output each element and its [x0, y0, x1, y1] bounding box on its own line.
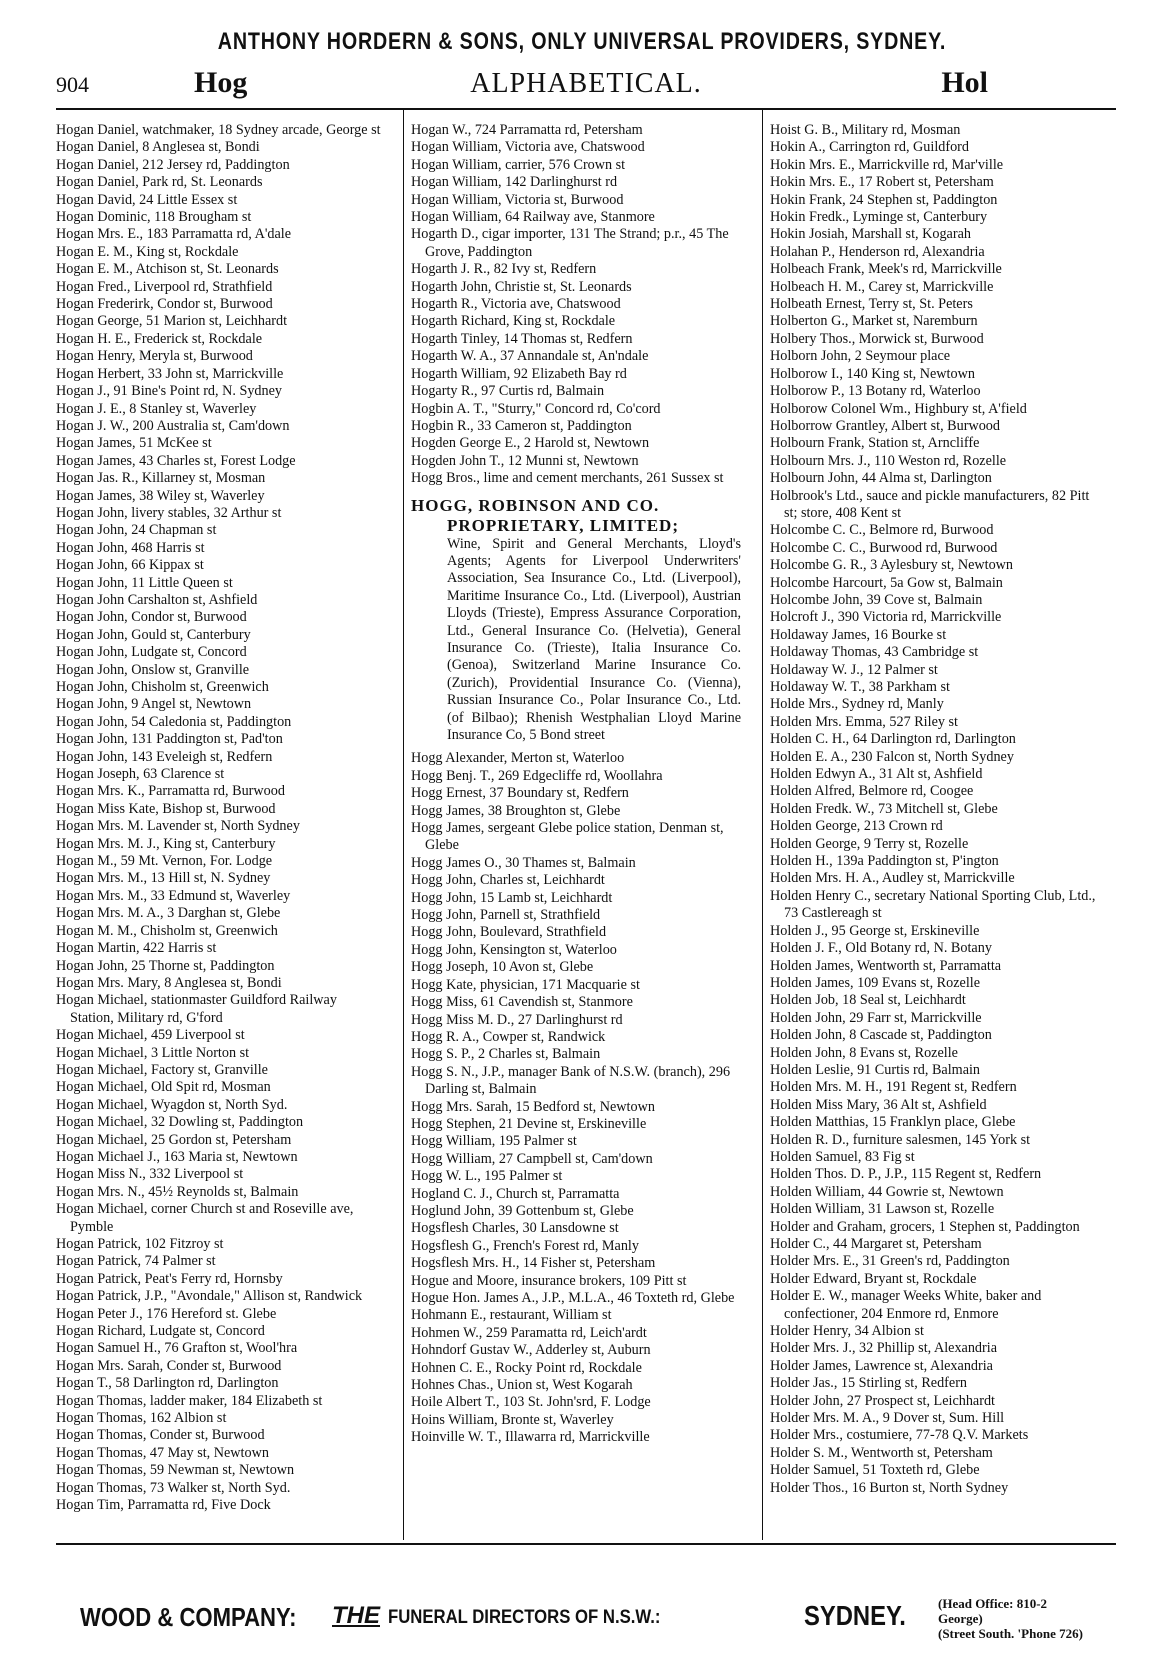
directory-entry: Hogan John, 66 Kippax st [56, 557, 204, 574]
directory-entry: Holden Edwyn A., 31 Alt st, Ashfield [770, 766, 983, 783]
advert-body: Wine, Spirit and General Merchants, Lloyd's Agents; Agents for Liverpool Underwriters' Association, Sea Insurance Co., Ltd. (Liverpool), Maritime Insurance Co., Ltd. (Liverpool), Austrian Lloyds (Trieste), Empress Assurance Corporation, Ltd., General Insurance Co. (Helvetia), General Insurance Co. (Trieste), Italia Insurance Co. (Genoa), Switzerland Marine Insurance Co. (Zurich), Providential Insurance Co. (Vienna), Russian Insurance Co., Polar Insurance Co., Ltd. (of Bilbao); Rhenish Westphalian Lloyd Marine Insurance Co, 5 Bond street [447, 535, 741, 743]
directory-entry: Hogan J., 91 Bine's Point rd, N. Sydney [56, 383, 283, 400]
directory-entry: Hogarth Tinley, 14 Thomas st, Redfern [411, 330, 633, 347]
directory-entry: Hogg James, 38 Broughton st, Glebe [411, 802, 621, 819]
directory-entry: Hogg William, 27 Campbell st, Cam'down [411, 1150, 653, 1167]
directory-entry: Holbrook's Ltd., sauce and pickle manufacturers, 82 Pitt st; store, 408 Kent st [770, 487, 1090, 521]
directory-entry: Hohmen W., 259 Paramatta rd, Leich'ardt [411, 1324, 647, 1341]
directory-entry: Holborow I., 140 King st, Newtown [770, 365, 975, 382]
directory-entry: Holden R. D., furniture salesmen, 145 York st [770, 1131, 1031, 1148]
column-2-entries-bottom [411, 750, 741, 1446]
directory-entry: Hogg Alexander, Merton st, Waterloo [411, 750, 625, 767]
directory-entry: Hohnes Chas., Union st, West Kogarah [411, 1377, 633, 1394]
directory-entry: Hogg John, Kensington st, Waterloo [411, 941, 617, 958]
directory-entry: Hogan T., 58 Darlington rd, Darlington [56, 1375, 279, 1392]
directory-entry: Holden Henry C., secretary National Sporting Club, Ltd., 73 Castlereagh st [770, 887, 1096, 922]
directory-entry: Hogan Michael J., 163 Maria st, Newtown [56, 1148, 298, 1165]
directory-entry: Holden Leslie, 91 Curtis rd, Balmain [770, 1061, 981, 1078]
directory-entry: Hogan Michael, corner Church st and Roseville ave, Pymble [56, 1201, 354, 1235]
directory-entry: Holden James, 109 Evans st, Rozelle [770, 974, 981, 991]
directory-entry: Holbourn John, 44 Alma st, Darlington [770, 470, 992, 487]
directory-entry: Hogan John, livery stables, 32 Arthur st [56, 504, 282, 521]
directory-entry: Hogan James, 51 McKee st [56, 435, 212, 452]
directory-entry: Hokin Josiah, Marshall st, Kogarah [770, 226, 971, 243]
directory-entry: Hogg James, sergeant Glebe police station, Denman st, Glebe [411, 820, 724, 854]
header-rule [56, 108, 1116, 110]
directory-entry: Hokin Mrs. E., 17 Robert st, Petersham [770, 174, 994, 191]
directory-entry: Hogan Samuel H., 76 Grafton st, Wool'hra [56, 1340, 298, 1357]
directory-entry: Hogue Hon. James A., J.P., M.L.A., 46 Toxteth rd, Glebe [411, 1290, 735, 1306]
directory-entry: Hogsflesh Charles, 30 Lansdowne st [411, 1220, 619, 1237]
guide-word-right: Hol [941, 66, 988, 99]
directory-entry: Hogan John Carshalton st, Ashfield [56, 591, 258, 608]
directory-entry: Hogan James, 43 Charles st, Forest Lodge [56, 452, 296, 469]
directory-entry: Hogan E. M., Atchison st, St. Leonards [56, 261, 279, 278]
directory-entry: Hogan H. E., Frederick st, Rockdale [56, 330, 263, 347]
directory-entry: Hogan John, 25 Thorne st, Paddington [56, 957, 275, 974]
directory-entry: Hogan Patrick, 102 Fitzroy st [56, 1236, 224, 1252]
directory-entry: Hogan Mrs. Sarah, Conder st, Burwood [56, 1357, 282, 1374]
guide-word-left: Hog [194, 66, 248, 99]
directory-entry: Hogsflesh G., French's Forest rd, Manly [411, 1237, 639, 1254]
directory-entry: Hogarth J. R., 82 Ivy st, Redfern [411, 261, 597, 278]
directory-entry: Hogan Mrs. M. J., King st, Canterbury [56, 835, 276, 852]
directory-entry: Hogan Michael, Factory st, Granville [56, 1061, 268, 1078]
directory-entry: Hohmann E., restaurant, William st [411, 1307, 612, 1324]
directory-entry: Hogan William, Victoria ave, Chatswood [411, 139, 645, 156]
directory-entry: Hogan Mrs. M., 33 Edmund st, Waverley [56, 887, 291, 904]
directory-entry: Holden James, Wentworth st, Parramatta [770, 957, 1002, 974]
directory-entry: Holder and Graham, grocers, 1 Stephen st, Paddington [770, 1218, 1080, 1235]
directory-entry: Holden Miss Mary, 36 Alt st, Ashfield [770, 1096, 987, 1113]
directory-entry: Holbourn Mrs. J., 110 Weston rd, Rozelle [770, 452, 1007, 469]
directory-entry: Holder Thos., 16 Burton st, North Sydney [770, 1479, 1009, 1496]
directory-entry: Hogan Thomas, ladder maker, 184 Elizabeth st [56, 1392, 323, 1409]
directory-entry: Holbeach Frank, Meek's rd, Marrickville [770, 261, 1002, 278]
directory-entry: Hogarty R., 97 Curtis rd, Balmain [411, 383, 605, 400]
directory-entry: Holden George, 9 Terry st, Rozelle [770, 835, 969, 852]
directory-entry: Holden Matthias, 15 Franklyn place, Glebe [770, 1114, 1016, 1131]
directory-entry: Holden Alfred, Belmore rd, Coogee [770, 783, 974, 800]
directory-entry: Hogan Richard, Ludgate st, Concord [56, 1323, 265, 1340]
directory-entry: Hogan John, 143 Eveleigh st, Redfern [56, 748, 273, 765]
section-title: ALPHABETICAL. [470, 68, 702, 99]
directory-entry: Holden Mrs. M. H., 191 Regent st, Redfern [770, 1079, 1017, 1096]
directory-entry: Holcombe John, 39 Cove st, Balmain [770, 591, 983, 608]
directory-entry: Holberton G., Market st, Naremburn [770, 313, 978, 330]
directory-entry: Holcombe C. C., Belmore rd, Burwood [770, 522, 994, 539]
directory-entry: Hogan Thomas, 59 Newman st, Newtown [56, 1462, 295, 1479]
directory-entry: Hohnen C. E., Rocky Point rd, Rockdale [411, 1359, 642, 1376]
directory-entry: Hogan J. W., 200 Australia st, Cam'down [56, 417, 290, 434]
footer-contact-line-2: (Street South. 'Phone 726) [938, 1626, 1083, 1641]
column-divider-2 [762, 110, 763, 1540]
advert-heading-1: HOGG, ROBINSON AND CO. [411, 495, 660, 515]
directory-entry: Holder Mrs. M. A., 9 Dover st, Sum. Hill [770, 1410, 1005, 1427]
column-2-entries-top [411, 122, 741, 488]
directory-entry: Hogan Miss N., 332 Liverpool st [56, 1166, 244, 1183]
directory-entry: Hogue and Moore, insurance brokers, 109 Pitt st [411, 1272, 687, 1289]
directory-entry: Holbeach H. M., Carey st, Marrickville [770, 278, 994, 295]
directory-entry: Holder Mrs., costumiere, 77-78 Q.V. Markets [770, 1427, 1029, 1444]
directory-entry: Hogan Thomas, 47 May st, Newtown [56, 1444, 269, 1461]
directory-entry: Hokin A., Carrington rd, Guildford [770, 139, 969, 156]
directory-entry: Hogan Daniel, 8 Anglesea st, Bondi [56, 139, 260, 156]
directory-entry: Holdaway Thomas, 43 Cambridge st [770, 644, 979, 661]
directory-entry: Hogan Mrs. E., 183 Parramatta rd, A'dale [56, 226, 292, 243]
directory-entry: Hoist G. B., Military rd, Mosman [770, 122, 961, 138]
directory-entry: Hogan Thomas, 73 Walker st, North Syd. [56, 1479, 291, 1496]
footer-advert [80, 1596, 1090, 1644]
directory-entry: Holden J., 95 George st, Erskineville [770, 922, 980, 939]
directory-entry: Hogan David, 24 Little Essex st [56, 191, 238, 208]
directory-entry: Holdaway W. J., 12 Palmer st [770, 661, 938, 678]
directory-entry: Hokin Fredk., Lyminge st, Canterbury [770, 209, 988, 226]
directory-entry: Holdaway James, 16 Bourke st [770, 626, 947, 643]
directory-entry: Hogan Michael, 32 Dowling st, Paddington [56, 1114, 304, 1131]
directory-entry: Holden William, 44 Gowrie st, Newtown [770, 1183, 1004, 1200]
directory-entry: Hogan William, Victoria st, Burwood [411, 191, 624, 208]
directory-entry: Hogan Henry, Meryla st, Burwood [56, 348, 253, 365]
directory-entry: Holbourn Frank, Station st, Arncliffe [770, 435, 980, 452]
directory-entry: Hogan Mrs. M., 13 Hill st, N. Sydney [56, 870, 271, 887]
directory-entry: Hogan J. E., 8 Stanley st, Waverley [56, 400, 257, 417]
directory-entry: Hogan Mrs. K., Parramatta rd, Burwood [56, 783, 285, 800]
directory-entry: Hogan John, 9 Angel st, Newtown [56, 696, 252, 713]
directory-entry: Holder Jas., 15 Stirling st, Redfern [770, 1375, 968, 1392]
directory-entry: Hogan Fred., Liverpool rd, Strathfield [56, 278, 273, 295]
directory-entry: Hogan George, 51 Marion st, Leichhardt [56, 313, 288, 330]
footer-the: THE [332, 1602, 380, 1629]
directory-entry: Hogan Patrick, 74 Palmer st [56, 1253, 216, 1270]
directory-entry: Hogan Daniel, Park rd, St. Leonards [56, 174, 263, 191]
directory-entry: Hogan W., 724 Parramatta rd, Petersham [411, 122, 643, 138]
directory-entry: Hogan William, 142 Darlinghurst rd [411, 174, 618, 191]
directory-entry: Hogarth D., cigar importer, 131 The Strand; p.r., 45 The Grove, Paddington [411, 226, 729, 260]
directory-entry: Hogbin R., 33 Cameron st, Paddington [411, 417, 632, 434]
directory-entry: Holder James, Lawrence st, Alexandria [770, 1357, 993, 1374]
top-banner-advert: ANTHONY HORDERN & SONS, ONLY UNIVERSAL PROVIDERS, SYDNEY. [217, 28, 947, 55]
directory-entry: Hogan Michael, 25 Gordon st, Petersham [56, 1131, 292, 1148]
directory-entry: Hogan Patrick, Peat's Ferry rd, Hornsby [56, 1270, 283, 1287]
directory-entry: Holden J. F., Old Botany rd, N. Botany [770, 940, 992, 957]
directory-entry: Holder Mrs. E., 31 Green's rd, Paddington [770, 1253, 1010, 1270]
directory-entry: Hogg Benj. T., 269 Edgecliffe rd, Woollahra [411, 767, 663, 784]
directory-entry: Hogg Joseph, 10 Avon st, Glebe [411, 959, 594, 976]
directory-entry: Hogarth R., Victoria ave, Chatswood [411, 296, 621, 313]
directory-entry: Hogan John, Onslow st, Granville [56, 661, 250, 678]
directory-entry: Hogland C. J., Church st, Parramatta [411, 1185, 620, 1202]
directory-entry: Holahan P., Henderson rd, Alexandria [770, 243, 985, 260]
directory-entry: Hogan Joseph, 63 Clarence st [56, 766, 225, 783]
footer-tagline: FUNERAL DIRECTORS OF N.S.W.: [388, 1607, 661, 1628]
directory-entry: Hogan E. M., King st, Rockdale [56, 243, 239, 260]
footer-contact [938, 1596, 1090, 1641]
directory-entry: Hogan Mrs. M. A., 3 Darghan st, Glebe [56, 905, 281, 922]
directory-entry: Holden John, 29 Farr st, Marrickville [770, 1009, 982, 1026]
footer-contact-line-1: (Head Office: 810-2 George) [938, 1596, 1048, 1626]
directory-entry: Hogan Mrs. N., 45½ Reynolds st, Balmain [56, 1183, 299, 1200]
directory-entry: Holden William, 31 Lawson st, Rozelle [770, 1201, 995, 1218]
directory-entry: Hoile Albert T., 103 St. John'srd, F. Lodge [411, 1394, 651, 1411]
directory-entry: Holder S. M., Wentworth st, Petersham [770, 1444, 993, 1461]
directory-entry: Hogarth William, 92 Elizabeth Bay rd [411, 365, 627, 382]
directory-entry: Holcombe G. R., 3 Aylesbury st, Newtown [770, 557, 1014, 574]
directory-entry: Hogan Dominic, 118 Brougham st [56, 209, 252, 226]
hogg-robinson-advert [411, 496, 741, 745]
directory-entry: Holdaway W. T., 38 Parkham st [770, 679, 950, 695]
directory-entry: Hogg John, Parnell st, Strathfield [411, 907, 601, 924]
directory-entry: Holden E. A., 230 Falcon st, North Sydney [770, 748, 1014, 765]
directory-entry: Hogden John T., 12 Munni st, Newtown [411, 452, 639, 469]
directory-entry: Holden George, 213 Crown rd [770, 818, 943, 835]
directory-entry: Hokin Mrs. E., Marrickville rd, Mar'ville [770, 156, 1004, 173]
directory-entry: Holden John, 8 Cascade st, Paddington [770, 1027, 992, 1044]
directory-entry: Hogg Mrs. Sarah, 15 Bedford st, Newtown [411, 1098, 655, 1115]
directory-entry: Hogan Tim, Parramatta rd, Five Dock [56, 1497, 271, 1514]
directory-entry: Hogan Patrick, J.P., "Avondale," Allison st, Randwick [56, 1288, 363, 1305]
directory-entry: Hogbin A. T., "Sturry," Concord rd, Co'cord [411, 400, 661, 417]
directory-entry: Hogan John, 24 Chapman st [56, 522, 217, 539]
directory-entry: Hogan Mrs. Mary, 8 Anglesea st, Bondi [56, 974, 282, 991]
directory-entry: Hoinville W. T., Illawarra rd, Marrickville [411, 1429, 650, 1446]
directory-entry: Hogan M. M., Chisholm st, Greenwich [56, 922, 278, 939]
directory-entry: Hogan John, 54 Caledonia st, Paddington [56, 713, 292, 730]
directory-entry: Hogg James O., 30 Thames st, Balmain [411, 854, 636, 871]
directory-entry: Holden Job, 18 Seal st, Leichhardt [770, 992, 966, 1009]
footer-rule [56, 1543, 1116, 1545]
directory-entry: Hogg R. A., Cowper st, Randwick [411, 1028, 606, 1045]
directory-entry: Hogg John, Boulevard, Strathfield [411, 924, 607, 941]
directory-entry: Hogan Michael, 3 Little Norton st [56, 1044, 250, 1061]
directory-entry: Holbery Thos., Morwick st, Burwood [770, 330, 984, 347]
directory-entry: Holborow Colonel Wm., Highbury st, A'field [770, 400, 1027, 417]
directory-entry: Hogan William, 64 Railway ave, Stanmore [411, 209, 655, 226]
directory-entry: Hogan John, 468 Harris st [56, 539, 205, 556]
directory-entry: Hogan Peter J., 176 Hereford st. Glebe [56, 1305, 277, 1322]
directory-entry: Hogan Thomas, 162 Albion st [56, 1410, 227, 1427]
directory-entry: Hogan Martin, 422 Harris st [56, 940, 217, 957]
directory-entry: Holden C. H., 64 Darlington rd, Darlington [770, 731, 1016, 748]
directory-entry: Hogan Thomas, Conder st, Burwood [56, 1427, 265, 1444]
directory-entry: Holder John, 27 Prospect st, Leichhardt [770, 1392, 995, 1409]
directory-entry: Hogan John, 131 Paddington st, Pad'ton [56, 731, 283, 748]
directory-entry: Holder C., 44 Margaret st, Petersham [770, 1236, 982, 1252]
directory-entry: Hogan William, carrier, 576 Crown st [411, 156, 626, 173]
directory-entry: Hogan John, Gould st, Canterbury [56, 626, 251, 643]
directory-entry: Hogg W. L., 195 Palmer st [411, 1168, 563, 1185]
column-3 [770, 122, 1105, 1497]
directory-entry: Hogg S. P., 2 Charles st, Balmain [411, 1046, 601, 1063]
directory-entry: Hogsflesh Mrs. H., 14 Fisher st, Petersham [411, 1255, 656, 1272]
directory-entry: Holder Samuel, 51 Toxteth rd, Glebe [770, 1462, 980, 1479]
directory-entry: Hogan John, Condor st, Burwood [56, 609, 247, 626]
directory-entry: Hogan Mrs. M. Lavender st, North Sydney [56, 818, 300, 835]
directory-entry: Hogg Miss, 61 Cavendish st, Stanmore [411, 994, 633, 1011]
directory-entry: Hogg John, Charles st, Leichhardt [411, 872, 605, 889]
directory-entry: Hogg Kate, physician, 171 Macquarie st [411, 976, 640, 993]
page-number: 904 [56, 72, 89, 97]
footer-company-name: WOOD & COMPANY: [80, 1602, 297, 1632]
directory-entry: Hogan Michael, 459 Liverpool st [56, 1027, 245, 1044]
directory-entry: Hogan Daniel, watchmaker, 18 Sydney arcade, George st [56, 122, 381, 138]
directory-entry: Hogan Frederirk, Condor st, Burwood [56, 296, 273, 313]
directory-entry: Holder Henry, 34 Albion st [770, 1323, 924, 1340]
directory-entry: Hogan Herbert, 33 John st, Marrickville [56, 365, 284, 382]
page-header [56, 66, 1116, 102]
directory-entry: Hogan John, Chisholm st, Greenwich [56, 679, 269, 695]
directory-entry: Holborrow Grantley, Albert st, Burwood [770, 417, 1000, 434]
directory-entry: Holborow P., 13 Botany rd, Waterloo [770, 383, 981, 400]
directory-entry: Hogg S. N., J.P., manager Bank of N.S.W. (branch), 296 Darling st, Balmain [411, 1063, 731, 1098]
directory-entry: Holden Mrs. Emma, 527 Riley st [770, 713, 958, 730]
directory-entry: Hogg Ernest, 37 Boundary st, Redfern [411, 785, 629, 802]
directory-entry: Holden Thos. D. P., J.P., 115 Regent st, Redfern [770, 1166, 1042, 1183]
directory-entry: Hogan James, 38 Wiley st, Waverley [56, 487, 265, 504]
directory-entry: Holder Mrs. J., 32 Phillip st, Alexandria [770, 1340, 997, 1357]
advert-heading-2: PROPRIETARY, LIMITED; [447, 515, 679, 535]
footer-city: SYDNEY. [804, 1600, 906, 1631]
directory-entry: Hogg William, 195 Palmer st [411, 1133, 577, 1150]
directory-entry: Hogan Miss Kate, Bishop st, Burwood [56, 800, 276, 817]
directory-entry: Hogan John, 11 Little Queen st [56, 574, 233, 591]
directory-entry: Holcombe Harcourt, 5a Gow st, Balmain [770, 574, 1003, 591]
directory-entry: Holden Fredk. W., 73 Mitchell st, Glebe [770, 800, 998, 817]
directory-entry: Holder E. W., manager Weeks White, baker and confectioner, 204 Enmore rd, Enmore [770, 1288, 1042, 1322]
directory-entry: Hogg Bros., lime and cement merchants, 261 Sussex st [411, 470, 724, 487]
column-divider-1 [403, 110, 404, 1540]
directory-entry: Holbeath Ernest, Terry st, St. Peters [770, 296, 973, 313]
directory-entry: Hogg Miss M. D., 27 Darlinghurst rd [411, 1011, 623, 1028]
directory-entry: Hogan Michael, Wyagdon st, North Syd. [56, 1096, 288, 1113]
directory-entry: Holde Mrs., Sydney rd, Manly [770, 696, 944, 713]
directory-entry: Holden H., 139a Paddington st, P'ington [770, 853, 999, 870]
directory-entry: Hogarth W. A., 37 Annandale st, An'ndale [411, 348, 649, 365]
directory-entry: Holcombe C. C., Burwood rd, Burwood [770, 539, 998, 556]
directory-entry: Hogan Jas. R., Killarney st, Mosman [56, 470, 266, 487]
directory-entry: Hohndorf Gustav W., Adderley st, Auburn [411, 1342, 651, 1359]
directory-entry: Hogg Stephen, 21 Devine st, Erskineville [411, 1115, 647, 1132]
directory-entry: Hogden George E., 2 Harold st, Newtown [411, 435, 650, 452]
directory-entry: Holder Edward, Bryant st, Rockdale [770, 1270, 977, 1287]
directory-entry: Hogan M., 59 Mt. Vernon, For. Lodge [56, 853, 273, 870]
directory-entry: Hoins William, Bronte st, Waverley [411, 1411, 614, 1428]
directory-entry: Holden Mrs. H. A., Audley st, Marrickville [770, 870, 1015, 887]
directory-entry: Hokin Frank, 24 Stephen st, Paddington [770, 191, 998, 208]
directory-entry: Hogarth Richard, King st, Rockdale [411, 313, 616, 330]
directory-entry: Hogg John, 15 Lamb st, Leichhardt [411, 889, 613, 906]
directory-entry: Holden Samuel, 83 Fig st [770, 1148, 915, 1165]
directory-entry: Holborn John, 2 Seymour place [770, 348, 951, 365]
directory-entry: Hogan Michael, stationmaster Guildford Railway Station, Military rd, G'ford [56, 992, 337, 1026]
directory-entry: Hogan Daniel, 212 Jersey rd, Paddington [56, 156, 290, 173]
directory-entry: Hogan Michael, Old Spit rd, Mosman [56, 1079, 271, 1096]
column-1 [56, 122, 381, 1515]
column-2 [411, 122, 741, 1447]
directory-entry: Hogan John, Ludgate st, Concord [56, 644, 247, 661]
directory-entry: Hoglund John, 39 Gottenbum st, Glebe [411, 1202, 634, 1219]
directory-entry: Holden John, 8 Evans st, Rozelle [770, 1044, 958, 1061]
directory-entry: Holcroft J., 390 Victoria rd, Marrickville [770, 609, 1002, 626]
directory-entry: Hogarth John, Christie st, St. Leonards [411, 278, 632, 295]
